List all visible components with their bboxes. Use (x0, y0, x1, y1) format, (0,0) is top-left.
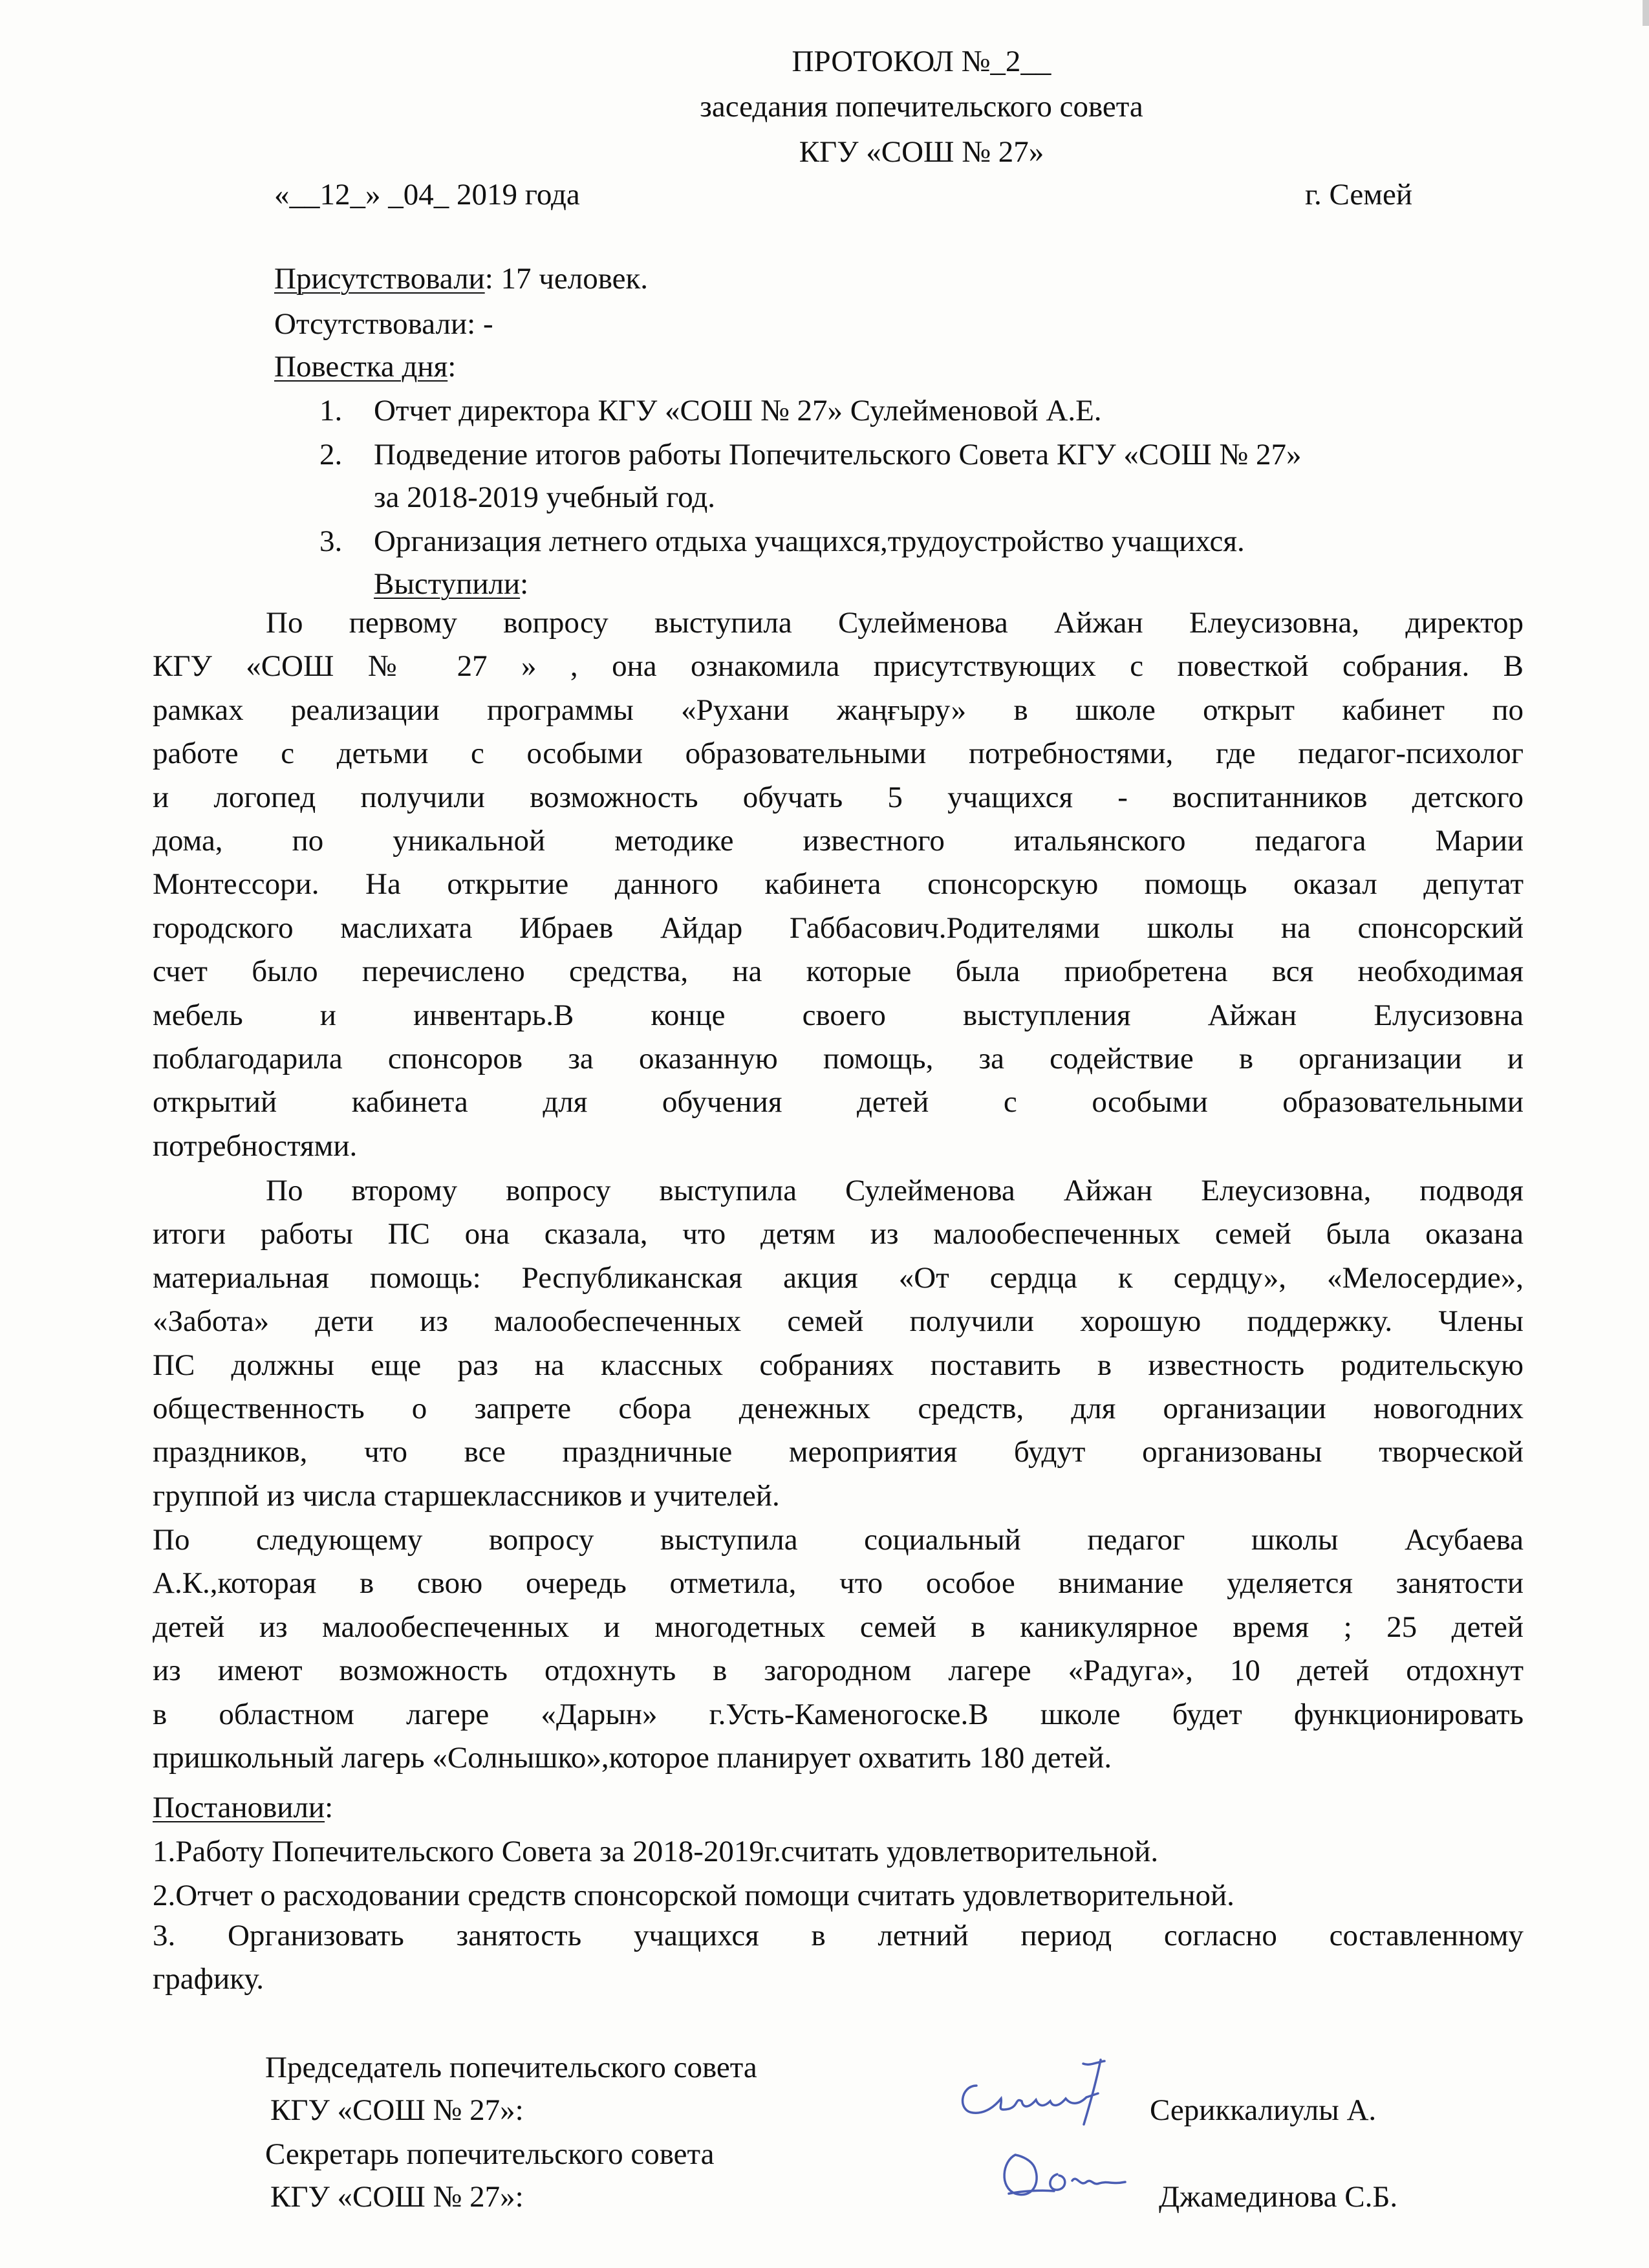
present-label: Присутствовали (274, 262, 485, 296)
chair-signature (951, 2060, 1145, 2131)
present-value: : 17 человек. (484, 262, 649, 296)
spoke-label: Выступили (374, 567, 521, 601)
chair-name: Сериккалиулы А. (1150, 2093, 1377, 2127)
agenda-item-cont: за 2018-2019 учебный год. (374, 481, 716, 514)
resolution-item: 2.Отчет о расходовании средств спонсорской помощи считать удовлетворительной. (153, 1879, 1234, 1912)
agenda-heading: Повестка дня: (274, 350, 457, 383)
paragraph-first-question: По первому вопросу выступила Сулейменова Айжан Елеусизовна, директор КГУ «СОШ № 27 » , она ознакомила присутствующих с повесткой собрания. В рамках реализации программы «Рухани жаңғыру» в школе открыт кабинет по работе с детьми с особыми образовательными потребностями, где педагог-психолог и логопед получили возможность обучать 5 учащихся - воспитанников детского дома, по уникальной методике известного итальянского педагога Марии Монтессори. На открытие данного кабинета спонсорскую помощь оказал депутат городского маслихата Ибраев Айдар Габбасович.Родителями школы на спонсорский счет было перечислено средства, на которые была приобретена вся необходимая мебель и инвентарь.В конце своего выступления Айжан Елусизовна поблагодарила спонсоров за оказанную помощь, за содействие в организации и открытий кабинета для обучения детей с особыми образовательными потребностями. (153, 606, 1524, 1163)
attendance-absent: Отсутствовали: - (274, 307, 493, 341)
agenda-item: Организация летнего отдыха учащихся,трудоустройство учащихся. (374, 524, 1245, 558)
attendance-present (274, 264, 648, 294)
resolved-label: Постановили (153, 1791, 325, 1824)
agenda-item-num: 1. (319, 394, 343, 427)
secretary-signature (996, 2148, 1151, 2207)
protocol-subtitle: заседания попечительского совета (700, 90, 1143, 124)
chair-title: Председатель попечительского совета (265, 2051, 757, 2084)
secretary-title: Секретарь попечительского совета (265, 2137, 715, 2171)
protocol-title: ПРОТОКОЛ №_2__ (792, 45, 1051, 78)
meeting-date: «__12_» _04_ 2019 года (274, 178, 580, 211)
meeting-city: г. Семей (1305, 178, 1413, 211)
agenda-item-num: 2. (319, 438, 343, 471)
agenda-item: Подведение итогов работы Попечительского Совета КГУ «СОШ № 27» (374, 438, 1302, 471)
school-name: КГУ «СОШ № 27» (799, 135, 1044, 169)
paragraph-second-question: По второму вопросу выступила Сулейменова Айжан Елеусизовна, подводя итоги работы ПС она сказала, что детям из малообеспеченных семей была оказана материальная помощь: Республиканская акция «От сердца к сердцу», «Мелосердие», «Забота» дети из малообеспеченных семей получили хорошую поддержку. Члены ПС должны еще раз на классных собраниях поставить в известность родительскую общественность о запрете сбора денежных средств, для организации новогодних праздников, что все праздничные мероприятия будут организованы творческой группой из числа старшеклассников и учителей. (153, 1174, 1524, 1513)
agenda-item: Отчет директора КГУ «СОШ № 27» Сулейменовой А.Е. (374, 394, 1102, 427)
agenda-item-num: 3. (319, 524, 343, 558)
agenda-label: Повестка дня (274, 350, 448, 383)
secretary-name: Джамединова С.Б. (1159, 2180, 1398, 2214)
scan-edge-mark (1643, 0, 1649, 26)
secretary-school: КГУ «СОШ № 27»: (270, 2180, 524, 2214)
resolved-heading: Постановили: (153, 1791, 334, 1824)
paragraph-third-question: По следующему вопросу выступила социальный педагог школы Асубаева А.К.,которая в свою очередь отметила, что особое внимание уделяется занятости детей из малообеспеченных и многодетных семей в каникулярное время ; 25 детей из имеют возможность отдохнуть в загородном лагере «Радуга», 10 детей отдохнут в областном лагере «Дарын» г.Усть-Каменогоске.В школе будет функционировать пришкольный лагерь «Солнышко»,которое планирует охватить 180 детей. (153, 1523, 1524, 1775)
resolution-item: 3. Организовать занятость учащихся в летний период согласно составленному графику. (153, 1919, 1524, 1996)
resolution-item: 1.Работу Попечительского Совета за 2018-2019г.считать удовлетворительной. (153, 1835, 1159, 1868)
spoke-heading: Выступили: (374, 567, 529, 601)
chair-school: КГУ «СОШ № 27»: (270, 2093, 524, 2127)
